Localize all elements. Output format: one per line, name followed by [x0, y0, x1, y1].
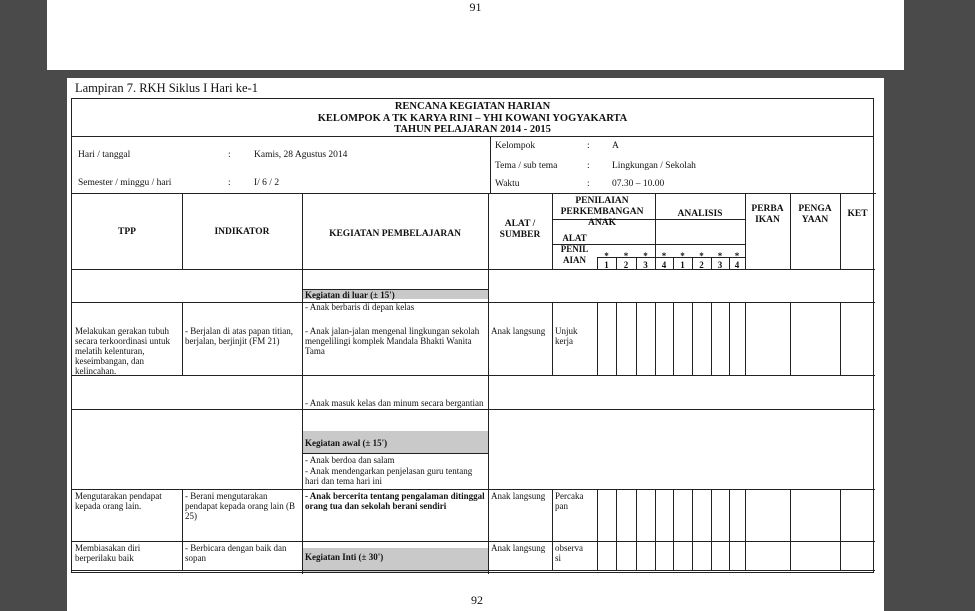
line-row3-bottom [72, 541, 875, 542]
tpp-1: Melakukan gerakan tubuh secara terkoordinasi untuk melatih kelenturan, keseimbangan, dan kelincahan. [75, 326, 170, 376]
subheader-line [552, 244, 745, 245]
grid-line [711, 302, 712, 375]
col-penilaian: PENILAIAN PERKEMBANGAN ANAK [560, 196, 644, 228]
star-mark: * [717, 251, 723, 261]
col-analisis: ANALISIS [677, 209, 723, 219]
grid-line [840, 489, 841, 570]
kelompok-label: Kelompok [495, 141, 536, 151]
penilaian-1: Unjuk kerja [555, 326, 578, 346]
line-row1-bottom [72, 375, 875, 376]
document-page [67, 78, 884, 611]
table-header [72, 99, 873, 137]
awal-title: Kegiatan awal (± 15') [305, 438, 388, 448]
col-alat-sumber: ALAT / SUMBER [499, 219, 541, 240]
alat-4: Anak langsung [491, 543, 546, 553]
semester-value: I/ 6 / 2 [254, 178, 280, 188]
col-pengayaan: PENGA YAAN [798, 204, 832, 225]
grid-line [597, 489, 598, 570]
kelompok-colon: : [587, 141, 590, 151]
col-alat-penilaian: ALAT PENIL AIAN [560, 233, 589, 265]
grid-line [745, 302, 746, 375]
kegiatan-3: - Anak bercerita tentang pengalaman ditinggal orang tua dan sekolah berani sendiri [305, 491, 485, 511]
grid-line [655, 302, 656, 375]
col-perbaikan: PERBA IKAN [751, 204, 784, 225]
grid-line [636, 302, 637, 375]
vline-r3a [182, 489, 183, 570]
indicator-number: 4 [734, 260, 740, 270]
kelompok-value: A [612, 141, 619, 151]
star-line [597, 257, 745, 258]
line-row4-bottom [72, 570, 875, 571]
star-mark: * [699, 251, 704, 261]
title-line-1: RENCANA KEGIATAN HARIAN [394, 101, 551, 112]
indicator-number: 3 [717, 260, 723, 270]
title-line-3: TAHUN PELAJARAN 2014 - 2015 [394, 124, 551, 135]
indikator-1: - Berjalan di atas papan titian, berjalan, berjinjit (FM 21) [185, 326, 293, 346]
vline-keg [302, 193, 303, 574]
col-kegiatan: KEGIATAN PEMBELAJARAN [329, 229, 461, 239]
page-number-bottom: 92 [471, 593, 483, 607]
indicator-number: 2 [699, 260, 704, 270]
grid-line [790, 302, 791, 375]
grid-line [840, 302, 841, 375]
grid-line [790, 489, 791, 570]
kegiatan-2: - Anak masuk kelas dan minum secara bergantian [305, 398, 484, 408]
indicator-number: 2 [623, 260, 629, 270]
waktu-colon: : [587, 179, 590, 189]
rkh-table [71, 98, 874, 573]
col-tpp: TPP [118, 227, 136, 237]
awal-item-1: - Anak berdoa dan salam [305, 455, 395, 465]
page-number-top: 91 [469, 0, 482, 14]
caption: Lampiran 7. RKH Siklus I Hari ke-1 [75, 81, 258, 95]
col-ket: KET [847, 209, 868, 219]
grid-line [673, 489, 674, 570]
line-header-bottom [72, 269, 875, 270]
tpp-4: Membiasakan diri berperilaku baik [75, 543, 141, 563]
indicator-number: 1 [604, 260, 609, 270]
semester-label: Semester / minggu / hari [78, 178, 172, 188]
grid-line [692, 489, 693, 570]
line-awal-title [302, 453, 488, 454]
tema-value: Lingkungan / Sekolah [612, 161, 696, 171]
grid-line [655, 489, 656, 570]
info-left [72, 136, 490, 194]
star-mark: * [680, 251, 685, 261]
vline-r3b [552, 489, 553, 570]
line-row2-bottom [72, 409, 875, 410]
indikator-4: - Berbicara dengan baik dan sopan [185, 543, 287, 563]
waktu-value: 07.30 – 10.00 [612, 179, 665, 189]
info-right [490, 136, 876, 194]
alat-1: Anak langsung [491, 326, 546, 336]
line-row3-top [72, 489, 875, 490]
vline-r1b [552, 302, 553, 375]
star-mark: * [604, 251, 609, 261]
star-mark: * [643, 251, 648, 261]
star-mark: * [734, 251, 740, 261]
tpp-3: Mengutarakan pendapat kepada orang lain. [75, 491, 162, 511]
col-indikator: INDIKATOR [214, 227, 270, 237]
hari-colon: : [228, 150, 231, 160]
grid-line [616, 302, 617, 375]
grid-line [673, 302, 674, 375]
awal-item-2: - Anak mendengarkan penjelasan guru tentang hari dan tema hari ini [305, 466, 473, 486]
inti-title: Kegiatan Inti (± 30') [305, 552, 384, 562]
penilaian-3: Percaka pan [555, 491, 584, 511]
kegiatan-1: - Anak jalan-jalan mengenal lingkungan sekolah mengelilingi komplek Mandala Bhakti Wanita Tama [305, 326, 480, 356]
indicator-number: 1 [680, 260, 685, 270]
grid-line [616, 489, 617, 570]
previous-page [47, 0, 904, 70]
hari-label: Hari / tanggal [78, 150, 131, 160]
vline-alat [488, 193, 489, 574]
grid-line [745, 489, 746, 570]
indicator-number: 4 [661, 260, 667, 270]
grid-line [729, 302, 730, 375]
waktu-label: Waktu [495, 179, 520, 189]
indikator-3: - Berani mengutarakan pendapat kepada orang lain (B 25) [185, 491, 295, 521]
hari-value: Kamis, 28 Agustus 2014 [254, 150, 348, 160]
grid-line [692, 302, 693, 375]
grid-line [711, 489, 712, 570]
semester-colon: : [228, 178, 231, 188]
tema-colon: : [587, 161, 590, 171]
star-mark: * [623, 251, 629, 261]
penilaian-4: observa si [555, 543, 583, 563]
alat-3: Anak langsung [491, 491, 546, 501]
vline-r1a [182, 302, 183, 375]
luar-item-1: - Anak berbaris di depan kelas [305, 302, 415, 312]
grid-line [729, 489, 730, 570]
title-line-2: KELOMPOK A TK KARYA RINI – YHI KOWANI YOGYAKARTA [317, 112, 628, 124]
tema-label: Tema / sub tema [495, 161, 558, 171]
grid-line [636, 489, 637, 570]
star-mark: * [661, 251, 667, 261]
indicator-number: 3 [643, 260, 648, 270]
luar-title: Kegiatan di luar (± 15') [305, 290, 395, 300]
grid-line [597, 302, 598, 375]
vline-h6 [840, 193, 841, 269]
